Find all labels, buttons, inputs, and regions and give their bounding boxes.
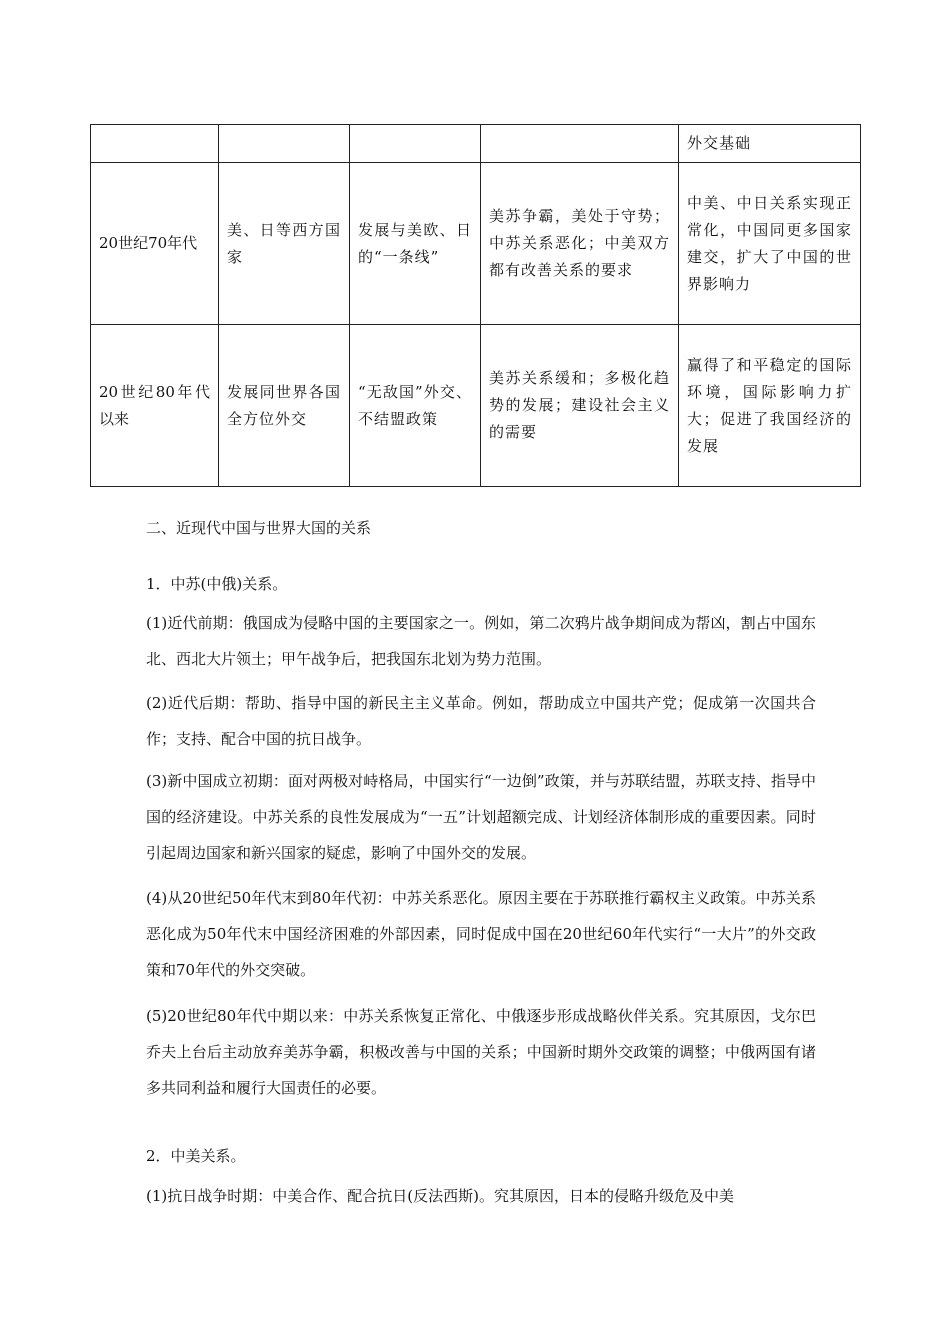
background-cell: 美苏争霸，美处于守势；中苏关系恶化；中美双方都有改善关系的要求 (481, 163, 679, 325)
paragraph: (2)近代后期：帮助、指导中国的新民主主义革命。例如，帮助成立中国共产党；促成第一次国共合作；支持、配合中国的抗日战争。 (146, 694, 816, 748)
sino-us-heading: 2．中美关系。 (146, 1147, 246, 1165)
target-cell: 美、日等西方国家 (219, 163, 350, 325)
section-title: 二、近现代中国与世界大国的关系 (146, 519, 372, 537)
paragraph: (5)20世纪80年代中期以来：中苏关系恢复正常化、中俄逐步形成战略伙伴关系。究其原因，戈尔巴乔夫上台后主动放弃美苏争霸，积极改善与中国的关系；中国新时期外交政策的调整；中俄两国有诸多共同利益和履行大国责任的必要。 (146, 1007, 816, 1097)
background-cell (481, 125, 679, 163)
sino-soviet-heading: 1．中苏(中俄)关系。 (146, 575, 288, 593)
table-row (91, 163, 861, 325)
target-cell (219, 125, 350, 163)
effect-cell: 外交基础 (679, 125, 861, 163)
effect-cell: 赢得了和平稳定的国际环境，国际影响力扩大；促进了我国经济的发展 (679, 325, 861, 487)
paragraph: (1)抗日战争时期：中美合作、配合抗日(反法西斯)。究其原因，日本的侵略升级危及中美 (146, 1187, 734, 1205)
period-cell (91, 125, 219, 163)
policy-cell: “无敌国”外交、不结盟政策 (350, 325, 481, 487)
target-cell: 发展同世界各国全方位外交 (219, 325, 350, 487)
table-row (91, 325, 861, 487)
policy-cell: 发展与美欧、日的“一条线” (350, 163, 481, 325)
period-cell: 20世纪70年代 (91, 163, 219, 325)
policy-cell (350, 125, 481, 163)
paragraph: (3)新中国成立初期：面对两极对峙格局，中国实行“一边倒”政策，并与苏联结盟，苏联支持、指导中国的经济建设。中苏关系的良性发展成为“一五”计划超额完成、计划经济体制形成的重要因素。同时引起周边国家和新兴国家的疑虑，影响了中国外交的发展。 (146, 772, 816, 862)
background-cell: 美苏关系缓和；多极化趋势的发展；建设社会主义的需要 (481, 325, 679, 487)
table-row (91, 125, 861, 163)
foreign-policy-table (90, 124, 861, 487)
paragraph: (1)近代前期：俄国成为侵略中国的主要国家之一。例如，第二次鸦片战争期间成为帮凶，割占中国东北、西北大片领土；甲午战争后，把我国东北划为势力范围。 (146, 614, 816, 668)
paragraph: (4)从20世纪50年代末到80年代初：中苏关系恶化。原因主要在于苏联推行霸权主义政策。中苏关系恶化成为50年代末中国经济困难的外部因素，同时促成中国在20世纪60年代实行“一大片”的外交政策和70年代的外交突破。 (146, 889, 816, 979)
effect-cell: 中美、中日关系实现正常化，中国同更多国家建交，扩大了中国的世界影响力 (679, 163, 861, 325)
period-cell: 20世纪80年代以来 (91, 325, 219, 487)
